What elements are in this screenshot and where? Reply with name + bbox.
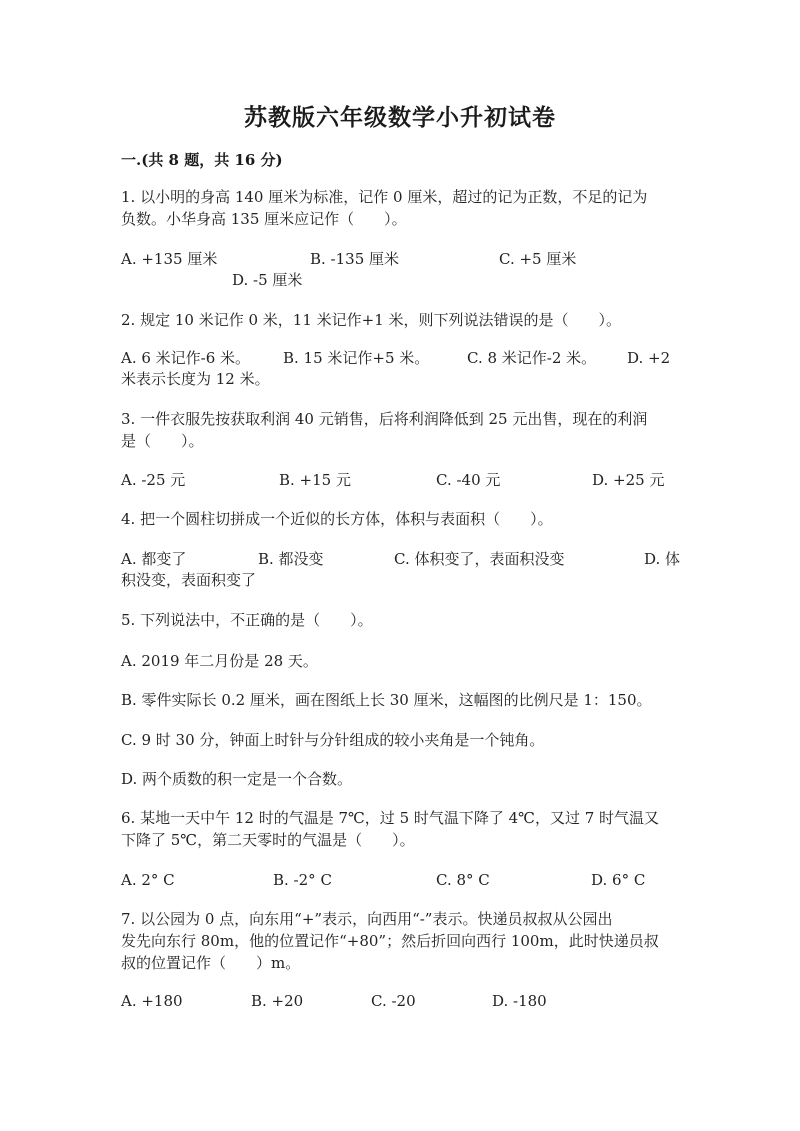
question-3-option-a: A. -25 元 (121, 471, 186, 489)
question-3-option-c: C. -40 元 (436, 471, 501, 489)
question-7-text (121, 908, 681, 974)
question-1-option-a: A. +135 厘米 (121, 250, 218, 268)
question-1-option-c: C. +5 厘米 (499, 250, 577, 268)
question-1-line-1: 1. 以小明的身高 140 厘米为标准，记作 0 厘米，超过的记为正数，不足的记为 (121, 188, 648, 206)
question-6-option-b: B. -2° C (273, 871, 332, 889)
question-3-option-d: D. +25 元 (592, 471, 665, 489)
question-4-line-1: 4. 把一个圆柱切拼成一个近似的长方体，体积与表面积（ ）。 (121, 510, 553, 528)
question-6-option-d: D. 6° C (591, 871, 646, 889)
question-6-option-a: A. 2° C (121, 871, 175, 889)
question-5-option-c: C. 9 时 30 分，钟面上时针与分针组成的较小夹角是一个钝角。 (121, 731, 545, 749)
question-4-option-d: D. 体 (644, 550, 681, 568)
page-title: 苏教版六年级数学小升初试卷 (244, 104, 556, 131)
question-7-option-c: C. -20 (371, 992, 416, 1010)
question-4-option-b: B. 都没变 (258, 550, 324, 568)
question-2-option-c: C. 8 米记作-2 米。 (467, 349, 597, 367)
question-4-option-d-wrap: 积没变，表面积变了 (121, 571, 257, 589)
question-7-option-a: A. +180 (121, 992, 183, 1010)
question-6-line-2: 下降了 5℃，第二天零时的气温是（ ）。 (121, 831, 415, 849)
question-2-option-a: A. 6 米记作-6 米。 (121, 349, 251, 367)
question-2-option-b: B. 15 米记作+5 米。 (283, 349, 430, 367)
question-4-text (121, 508, 681, 530)
question-1-text (121, 186, 681, 230)
section-heading: 一.(共 8 题，共 16 分) (121, 151, 283, 169)
question-2-option-d: D. +2 (627, 349, 671, 367)
question-7-option-b: B. +20 (251, 992, 304, 1010)
question-5-option-a: A. 2019 年二月份是 28 天。 (121, 652, 318, 670)
question-2-text (121, 309, 681, 331)
question-5-option-d: D. 两个质数的积一定是一个合数。 (121, 770, 353, 788)
question-3-option-b: B. +15 元 (279, 471, 351, 489)
question-5-option-b: B. 零件实际长 0.2 厘米，画在图纸上长 30 厘米，这幅图的比例尺是 1：150。 (121, 691, 652, 709)
question-6-text (121, 807, 681, 851)
question-1-line-2: 负数。小华身高 135 厘米应记作（ ）。 (121, 210, 407, 228)
question-7-line-2: 发先向东行 80m，他的位置记作“+80”；然后折回向西行 100m，此时快递员叔 (121, 932, 659, 950)
question-6-option-c: C. 8° C (436, 871, 490, 889)
question-3-line-2: 是（ ）。 (121, 432, 204, 450)
question-3-text (121, 408, 681, 452)
question-6-line-1: 6. 某地一天中午 12 时的气温是 7℃，过 5 时气温下降了 4℃，又过 7 时气温又 (121, 809, 660, 827)
question-5-line-1: 5. 下列说法中，不正确的是（ ）。 (121, 611, 373, 629)
question-5-text (121, 609, 681, 631)
question-1-option-d: D. -5 厘米 (232, 271, 303, 289)
question-3-line-1: 3. 一件衣服先按获取利润 40 元销售，后将利润降低到 25 元出售，现在的利润 (121, 410, 648, 428)
question-4-option-c: C. 体积变了，表面积没变 (394, 550, 565, 568)
question-2-option-d-wrap: 米表示长度为 12 米。 (121, 370, 270, 388)
question-7-line-1: 7. 以公园为 0 点，向东用“+”表示，向西用“-”表示。快递员叔叔从公园出 (121, 910, 613, 928)
question-7-option-d: D. -180 (492, 992, 547, 1010)
question-4-option-a: A. 都变了 (121, 550, 187, 568)
question-2-line-1: 2. 规定 10 米记作 0 米，11 米记作+1 米，则下列说法错误的是（ ）。 (121, 311, 622, 329)
question-7-line-3: 叔的位置记作（ ）m。 (121, 954, 301, 972)
question-1-option-b: B. -135 厘米 (310, 250, 400, 268)
